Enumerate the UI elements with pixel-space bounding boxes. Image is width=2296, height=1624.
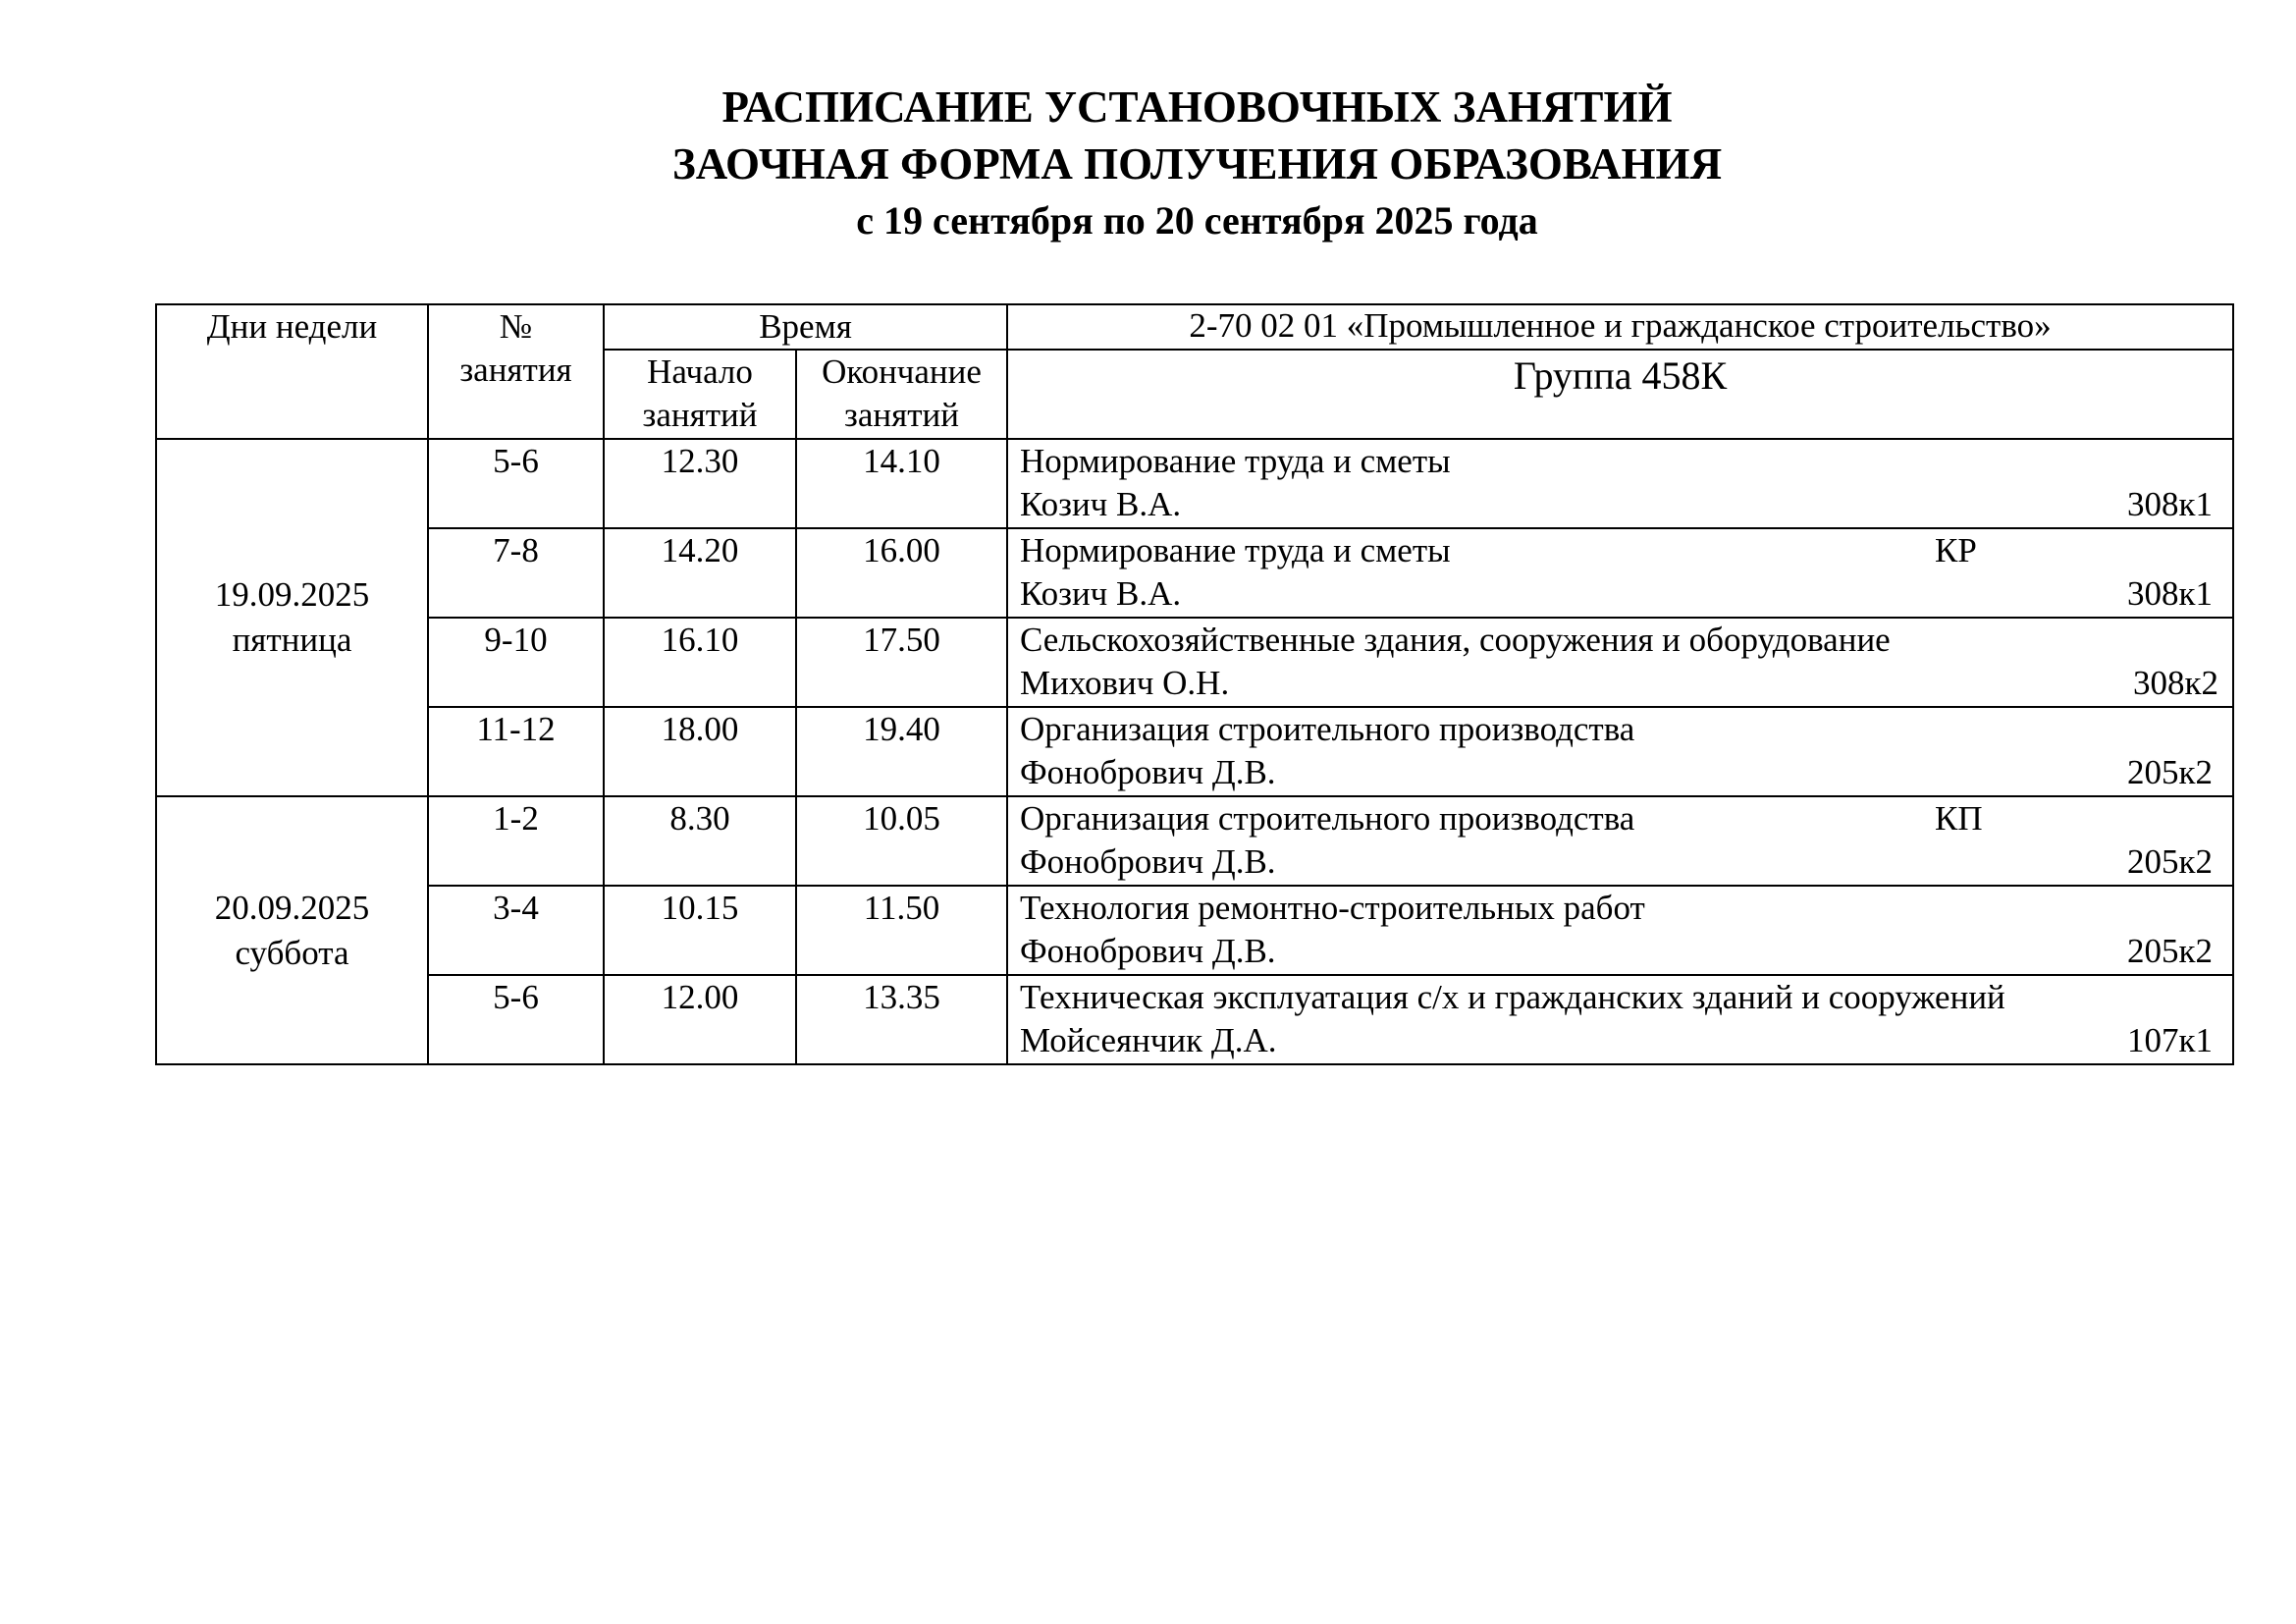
header-num-label: занятия xyxy=(459,351,572,389)
header-days xyxy=(156,304,428,439)
day-cell xyxy=(156,439,428,796)
header-time-label: Время xyxy=(759,307,852,346)
lesson-teacher: Козич В.А. xyxy=(1020,574,1182,613)
lesson-subject-cell xyxy=(1007,618,2233,707)
header-end-line2: занятий xyxy=(844,396,959,434)
lesson-start: 8.30 xyxy=(604,796,796,886)
lesson-subject: Техническая эксплуатация с/х и гражданских зданий и сооружений xyxy=(1020,978,2005,1016)
lesson-subject: Организация строительного производства xyxy=(1020,710,1635,748)
lesson-work-tag: КП xyxy=(1935,799,1983,838)
lesson-end: 19.40 xyxy=(796,707,1007,796)
lesson-subject-cell xyxy=(1007,796,2233,886)
header-start-line1: Начало xyxy=(647,352,753,391)
lesson-number: 9-10 xyxy=(428,618,604,707)
lesson-subject-cell xyxy=(1007,439,2233,528)
day-date: 20.09.2025 xyxy=(214,888,370,927)
day-weekday: суббота xyxy=(235,933,349,972)
day-date: 19.09.2025 xyxy=(214,575,370,614)
header-end xyxy=(796,350,1007,439)
lesson-number: 3-4 xyxy=(428,886,604,975)
specialty-label: 2-70 02 01 «Промышленное и гражданское строительство» xyxy=(1189,306,2052,345)
lesson-room: 308к2 xyxy=(2133,664,2219,702)
lesson-subject-cell xyxy=(1007,886,2233,975)
lesson-number: 11-12 xyxy=(428,707,604,796)
title-line-1: РАСПИСАНИЕ УСТАНОВОЧНЫХ ЗАНЯТИЙ xyxy=(721,82,1673,132)
lesson-number: 1-2 xyxy=(428,796,604,886)
header-group xyxy=(1007,350,2233,439)
lesson-number: 5-6 xyxy=(428,439,604,528)
lesson-start: 10.15 xyxy=(604,886,796,975)
lesson-subject: Технология ремонтно-строительных работ xyxy=(1020,889,1645,927)
lesson-teacher: Мойсеянчик Д.А. xyxy=(1020,1021,1277,1059)
schedule-table xyxy=(155,303,2234,1065)
lesson-start: 12.30 xyxy=(604,439,796,528)
lesson-teacher: Фонобрович Д.В. xyxy=(1020,932,1276,970)
lesson-end: 11.50 xyxy=(796,886,1007,975)
lesson-subject: Организация строительного производства xyxy=(1020,799,1635,838)
header-specialty xyxy=(1007,304,2233,350)
lesson-teacher: Фонобрович Д.В. xyxy=(1020,753,1276,791)
table-row xyxy=(156,439,2233,528)
lesson-teacher: Михович О.Н. xyxy=(1020,664,1230,702)
header-end-line1: Окончание xyxy=(822,352,982,391)
table-row xyxy=(156,618,2233,707)
table-row xyxy=(156,975,2233,1064)
header-start-line2: занятий xyxy=(642,396,758,434)
title-date-range: с 19 сентября по 20 сентября 2025 года xyxy=(856,198,1538,243)
table-row xyxy=(156,707,2233,796)
table-row xyxy=(156,528,2233,618)
header-num-symbol: № xyxy=(499,307,533,346)
table-row xyxy=(156,886,2233,975)
lesson-subject-cell xyxy=(1007,707,2233,796)
lesson-end: 16.00 xyxy=(796,528,1007,618)
lesson-subject-cell xyxy=(1007,528,2233,618)
day-cell xyxy=(156,796,428,1064)
lesson-start: 14.20 xyxy=(604,528,796,618)
lesson-work-tag: КР xyxy=(1935,531,1977,569)
lesson-room: 308к1 xyxy=(2127,485,2214,523)
lesson-subject: Нормирование труда и сметы xyxy=(1020,442,1451,480)
lesson-room: 205к2 xyxy=(2127,842,2214,881)
lesson-subject: Нормирование труда и сметы xyxy=(1020,531,1451,569)
lesson-end: 14.10 xyxy=(796,439,1007,528)
header-start xyxy=(604,350,796,439)
lesson-room: 308к1 xyxy=(2127,574,2214,613)
lesson-end: 10.05 xyxy=(796,796,1007,886)
lesson-end: 17.50 xyxy=(796,618,1007,707)
lesson-room: 205к2 xyxy=(2127,932,2214,970)
document-header xyxy=(0,79,2296,249)
title-line-2: ЗАОЧНАЯ ФОРМА ПОЛУЧЕНИЯ ОБРАЗОВАНИЯ xyxy=(671,139,1723,189)
lesson-start: 16.10 xyxy=(604,618,796,707)
group-label: Группа 458К xyxy=(1513,353,1728,398)
lesson-number: 7-8 xyxy=(428,528,604,618)
day-weekday: пятница xyxy=(232,621,352,659)
lesson-teacher: Козич В.А. xyxy=(1020,485,1182,523)
lesson-end: 13.35 xyxy=(796,975,1007,1064)
lesson-start: 18.00 xyxy=(604,707,796,796)
lesson-teacher: Фонобрович Д.В. xyxy=(1020,842,1276,881)
lesson-number: 5-6 xyxy=(428,975,604,1064)
table-row xyxy=(156,796,2233,886)
lesson-start: 12.00 xyxy=(604,975,796,1064)
header-days-label: Дни недели xyxy=(206,307,378,346)
header-lesson-number xyxy=(428,304,604,439)
header-time xyxy=(604,304,1007,350)
lesson-subject-cell xyxy=(1007,975,2233,1064)
lesson-room: 107к1 xyxy=(2127,1021,2214,1059)
lesson-subject: Сельскохозяйственные здания, сооружения и оборудование xyxy=(1020,621,1891,659)
lesson-room: 205к2 xyxy=(2127,753,2214,791)
